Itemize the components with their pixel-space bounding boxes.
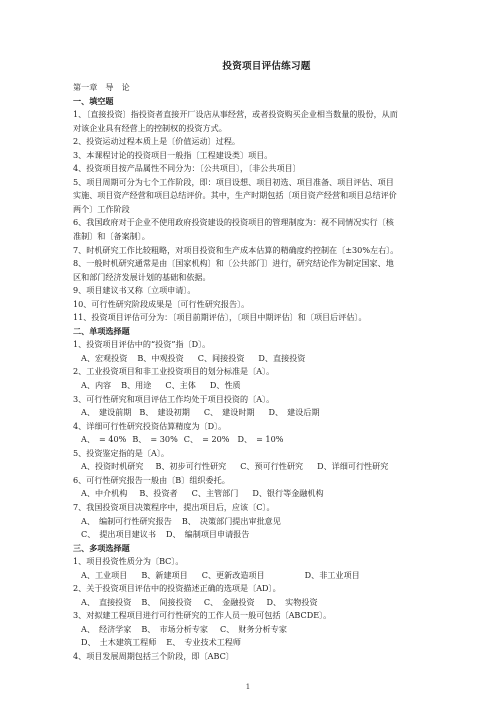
option-row <box>73 433 452 447</box>
option-row <box>73 406 452 420</box>
answer-option: B、投资者 <box>139 488 178 499</box>
single-choice-questions <box>73 338 452 541</box>
question-text: 1、项目投资性质分为〔BC〕。 <box>73 556 184 567</box>
answer-option: C、 财务分析专家 <box>220 623 287 634</box>
answer-option: D、 土木建筑工程师 <box>81 637 157 648</box>
option-row <box>73 623 452 637</box>
fill-line: 准制〕和〔备案制〕。 <box>73 231 150 242</box>
option-row <box>73 515 452 529</box>
answer-option: D、 = 10% <box>237 434 284 445</box>
chapter-heading: 第一章 导 论 <box>73 82 130 92</box>
question-text: 1、投资项目评估中的“投资”指〔D〕。 <box>73 339 211 350</box>
option-row <box>73 460 452 474</box>
answer-option: C、主管部门 <box>191 488 239 499</box>
fill-line: 5、项目周期可分为七个工作阶段，即：项目设想、项目初选、项目准备、项目评估、项目 <box>73 176 394 187</box>
answer-option: A、 编制可行性研究报告 <box>81 515 172 526</box>
answer-option: C、主体 <box>165 380 196 391</box>
answer-option: E、 专业技术工程师 <box>166 637 241 648</box>
answer-option: A、 = 40% <box>81 434 127 445</box>
question-text: 4、项目发展周期包括三个阶段，即〔ABC〕 <box>73 650 234 661</box>
answer-option: B、 市场分析专家 <box>141 623 209 634</box>
answer-option: B、 = 30% <box>132 434 178 445</box>
fill-line: 4、投资项目按产品属性不同分为：〔公共项目〕，〔非公共项目〕 <box>73 163 301 174</box>
answer-option: B、 间接投资 <box>141 596 192 607</box>
fill-in-questions <box>73 108 452 325</box>
answer-option: A、 直接投资 <box>81 596 132 607</box>
answer-option: B、中观投资 <box>137 352 184 363</box>
option-row <box>73 528 452 542</box>
answer-option: A、内容 <box>81 380 112 391</box>
fill-line: 10、可行性研究阶段成果是〔可行性研究报告〕。 <box>73 298 250 309</box>
section-heading-fill: 一、填空题 <box>73 95 114 106</box>
fill-line: 2、投资运动过程本质上是〔价值运动〕过程。 <box>73 136 241 147</box>
question-text: 5、投资鉴定指的是〔A〕。 <box>73 447 169 458</box>
option-row <box>73 636 452 650</box>
question-text: 2、工业投资项目和非工业投资项目的划分标准是〔A〕。 <box>73 366 275 377</box>
answer-option: D、直接投资 <box>258 352 306 363</box>
answer-option: D、银行等金融机构 <box>252 488 324 499</box>
answer-option: C、间接投资 <box>197 352 245 363</box>
answer-option: B、新建项目 <box>141 569 188 580</box>
page-number: 1 <box>245 683 251 691</box>
fill-line: 3、本课程讨论的投资项目一般指〔工程建设类〕项目。 <box>73 149 273 160</box>
multi-choice-questions <box>73 555 452 663</box>
fill-line: 两个〕工作阶段 <box>73 203 130 214</box>
option-row <box>73 487 452 501</box>
fill-line: 7、时机研究工作比较粗略，对项目投资和生产成本估算的精确度约控制在〔±30%左右〕。 <box>73 244 399 255</box>
option-row <box>73 569 452 583</box>
answer-option: B、用途 <box>121 380 152 391</box>
answer-option: D、 建设后期 <box>268 407 320 418</box>
fill-line: 9、项目建议书又称〔立项申请〕。 <box>73 285 196 296</box>
fill-line: 11、投资项目评估可分为：〔项目前期评估〕，〔项目中期评估〕和〔项目后评估〕。 <box>73 312 367 323</box>
question-text: 3、可行性研究和项目评估工作均处于项目投资的〔A〕。 <box>73 393 275 404</box>
option-row <box>73 352 452 366</box>
answer-option: D、详细可行性研究 <box>317 461 389 472</box>
answer-option: D、 实物投资 <box>266 596 318 607</box>
section-heading-single: 二、单项选择题 <box>73 325 130 336</box>
page-title: 投资项目评估练习题 <box>222 61 311 72</box>
answer-option: C、 提出项目建议书 <box>81 529 156 540</box>
fill-line: 对该企业具有经营上的控制权的投资方式。 <box>73 122 227 133</box>
fill-line: 6、我国政府对于企业不使用政府投资建设的投资项目的管理制度为：视不同情况实行〔核 <box>73 217 394 228</box>
answer-option: C、 建设时期 <box>203 407 255 418</box>
option-row <box>73 596 452 610</box>
answer-option: D、 编制项目申请报告 <box>166 529 250 540</box>
answer-option: B、 建设初期 <box>139 407 190 418</box>
answer-option: B、 决策部门提出审批意见 <box>181 515 281 526</box>
answer-option: D、性质 <box>209 380 241 391</box>
fill-line: 实施、项目资产经营和项目总结评价。其中，生产时期包括〔项目资产经营和项目总结评价 <box>73 190 397 201</box>
question-text: 2、关于投资项目评估中的投资描述正确的选项是〔AD〕。 <box>73 583 281 594</box>
answer-option: B、初步可行性研究 <box>155 461 227 472</box>
fill-line: 1、〔直接投资〕指投资者直接开厂设店从事经营，或者投资购买企业相当数量的股份，从而 <box>73 109 398 120</box>
answer-option: A、投资时机研究 <box>81 461 144 472</box>
answer-option: A、工业项目 <box>81 569 128 580</box>
answer-option: D、非工业项目 <box>304 569 360 580</box>
fill-line: 区和部门经济发展计划的基础和依据。 <box>73 271 211 282</box>
answer-option: C、更新改造项目 <box>201 569 265 580</box>
question-text: 7、我国投资项目决策程序中，提出项目后，应该〔C〕。 <box>73 501 275 512</box>
fill-line: 8、一般时机研究通常是由〔国家机构〕和〔公共部门〕进行，研究结论作为制定国家、地 <box>73 258 394 269</box>
question-text: 4、详细可行性研究投资估算精度为〔D〕。 <box>73 420 227 431</box>
answer-option: A、 建设前期 <box>81 407 132 418</box>
answer-option: C、 金融投资 <box>203 596 255 607</box>
answer-option: A、宏观投资 <box>81 352 128 363</box>
answer-option: A、 经济学家 <box>81 623 132 634</box>
section-heading-multi: 三、多项选择题 <box>73 542 130 553</box>
answer-option: A、中介机构 <box>81 488 128 499</box>
question-text: 6、可行性研究报告一般由〔B〕组织委托。 <box>73 474 230 485</box>
option-row <box>73 379 452 393</box>
answer-option: C、 = 20% <box>183 434 230 445</box>
question-text: 3、对拟建工程项目进行可行性研究的工作人员一般可包括〔ABCDE〕。 <box>73 610 332 621</box>
answer-option: C、预可行性研究 <box>240 461 304 472</box>
